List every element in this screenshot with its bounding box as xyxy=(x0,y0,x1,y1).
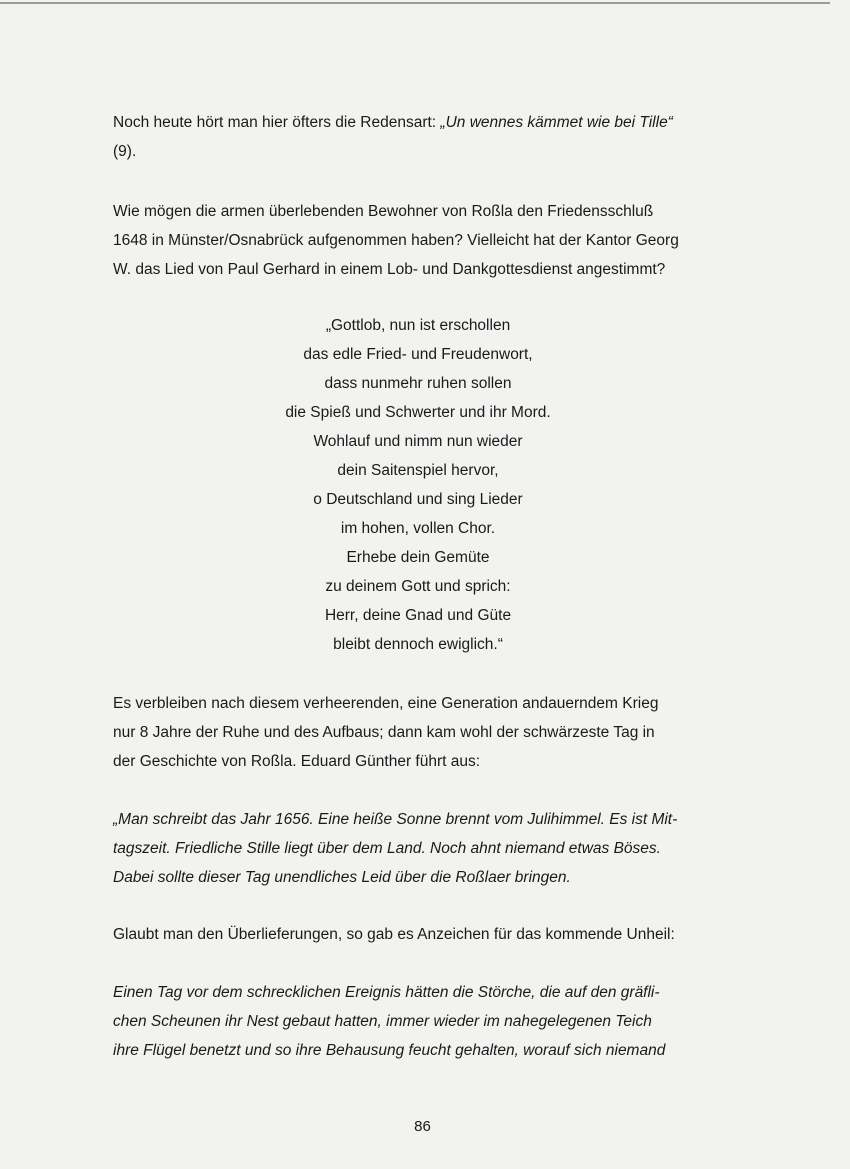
paragraph-text: Noch heute hört man hier öfters die Redensart: xyxy=(113,114,441,131)
paragraph-friedensschluss xyxy=(113,197,679,284)
poem-line: im hohen, vollen Chor. xyxy=(340,520,496,537)
paragraph-stoerche xyxy=(113,978,665,1065)
poem-line: das edle Fried- und Freudenwort, xyxy=(303,346,533,363)
paragraph-line: W. das Lied von Paul Gerhard in einem Lob- und Dankgottesdienst angestimmt? xyxy=(113,261,666,278)
paragraph-line: nur 8 Jahre der Ruhe und des Aufbaus; dann kam wohl der schwärzeste Tag in xyxy=(113,724,655,741)
paragraph-line: tagszeit. Friedliche Stille liegt über dem Land. Noch ahnt niemand etwas Böses. xyxy=(113,840,661,857)
paragraph-text: (9). xyxy=(113,143,137,160)
paragraph-line: Dabei sollte dieser Tag unendliches Leid über die Roßlaer bringen. xyxy=(113,869,571,886)
top-scan-edge xyxy=(0,2,830,4)
quote-italic: „Un wennes kämmet wie bei Tille“ xyxy=(440,114,673,131)
poem-line: o Deutschland und sing Lieder xyxy=(313,491,523,508)
poem-line: bleibt dennoch ewiglich.“ xyxy=(333,636,503,653)
paragraph-krieg xyxy=(113,689,658,776)
paragraph-line: 1648 in Münster/Osnabrück aufgenommen haben? Vielleicht hat der Kantor Georg xyxy=(113,232,679,249)
poem-line: dein Saitenspiel hervor, xyxy=(337,462,499,479)
poem-line: Wohlauf und nimm nun wieder xyxy=(313,433,523,450)
poem-line: zu deinem Gott und sprich: xyxy=(325,578,511,595)
paragraph-line: ihre Flügel benetzt und so ihre Behausung feucht gehalten, worauf sich niemand xyxy=(113,1042,666,1059)
paragraph-quote-1656 xyxy=(113,805,677,892)
poem-line: dass nunmehr ruhen sollen xyxy=(324,375,512,392)
poem-gottlob xyxy=(113,311,723,659)
paragraph-line: Einen Tag vor dem schrecklichen Ereignis hätten die Störche, die auf den gräfli- xyxy=(113,984,660,1001)
paragraph-ueberlieferungen xyxy=(113,920,675,949)
page-number: 86 xyxy=(414,1118,431,1135)
poem-line: Herr, deine Gnad und Güte xyxy=(324,607,512,624)
paragraph-line: der Geschichte von Roßla. Eduard Günther führt aus: xyxy=(113,753,481,770)
paragraph-redensart xyxy=(113,108,673,166)
poem-line: „Gottlob, nun ist erschollen xyxy=(325,317,511,334)
paragraph-line: chen Scheunen ihr Nest gebaut hatten, immer wieder im nahegelegenen Teich xyxy=(113,1013,652,1030)
paragraph-line: Es verbleiben nach diesem verheerenden, eine Generation andauerndem Krieg xyxy=(113,695,659,712)
poem-line: Erhebe dein Gemüte xyxy=(346,549,490,566)
paragraph-line: Glaubt man den Überlieferungen, so gab es Anzeichen für das kommende Unheil: xyxy=(113,926,675,943)
paragraph-line: „Man schreibt das Jahr 1656. Eine heiße Sonne brennt vom Julihimmel. Es ist Mit- xyxy=(113,811,678,828)
poem-line: die Spieß und Schwerter und ihr Mord. xyxy=(285,404,551,421)
paragraph-line: Wie mögen die armen überlebenden Bewohner von Roßla den Friedensschluß xyxy=(113,203,654,220)
